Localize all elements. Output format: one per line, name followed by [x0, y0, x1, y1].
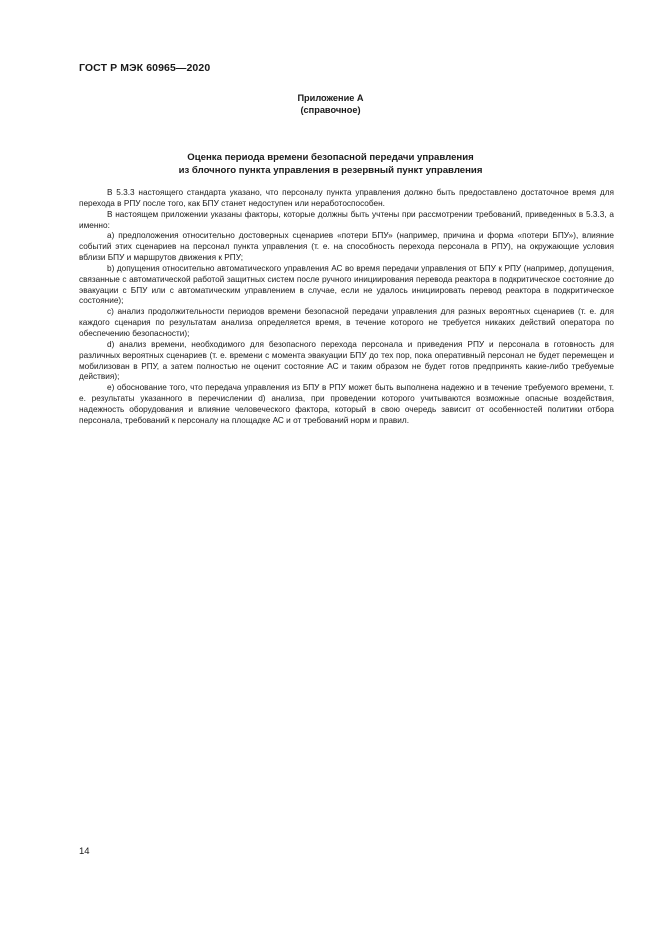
- body-text: [79, 188, 614, 427]
- document-title-line-2: из блочного пункта управления в резервный пункт управления: [178, 164, 483, 176]
- list-item-a: a) предположения относительно достоверных сценариев «потери БПУ» (например, причина и форма «потери БПУ»), влияние событий этих сценариев на персонал пункта управления (т. е. на способность перехода персонала в РПУ), на окружающие условия вблизи БПУ и маршрутов движения к РПУ;: [79, 231, 614, 263]
- list-item-e: e) обоснование того, что передача управления из БПУ в РПУ может быть выполнена надежно и в течение требуемого времени, т. е. результаты указанного в перечислении d) анализа, при проведении которого учитываются возможные опасные воздействия, надежность оборудования и влияние человеческого фактора, который в свою очередь зависит от особенностей политики отбора персонала, требований к персоналу на площадке АС и от требований норм и правил.: [79, 383, 614, 425]
- standard-code-header: ГОСТ Р МЭК 60965—2020: [79, 62, 211, 74]
- appendix-type: (справочное): [300, 105, 361, 115]
- list-item-c: c) анализ продолжительности периодов времени безопасной передачи управления для разных вероятных сценариев (т. е. для каждого сценария по результатам анализа определяется время, в течение которого не требуется никаких действий оператора по обеспечению безопасности);: [79, 307, 614, 338]
- list-item-d: d) анализ времени, необходимого для безопасного перехода персонала и приведения РПУ и персонала в готовность для различных вероятных сценариев (т. е. времени с момента эвакуации БПУ до тех пор, пока оперативный персонал не будет перемещен и мобилизован в РПУ, а затем полностью не оценит состояние АС и таким образом не будет готов предпринять какие-либо требуемые действия);: [79, 339, 614, 382]
- appendix-label: Приложение А: [297, 93, 364, 103]
- document-title-line-1: Оценка периода времени безопасной передачи управления: [187, 152, 474, 163]
- paragraph-factors: В настоящем приложении указаны факторы, которые должны быть учтены при рассмотрении требований, приведенных в 5.3.3, а именно:: [79, 209, 614, 230]
- page-number: 14: [79, 846, 90, 857]
- paragraph-intro: В 5.3.3 настоящего стандарта указано, что персоналу пункта управления должно быть предоставлено достаточное время для перехода в РПУ после того, как БПУ станет недоступен или неработоспособен.: [79, 188, 614, 208]
- document-title: [0, 152, 661, 177]
- list-item-b: b) допущения относительно автоматического управления АС во время передачи управления от БПУ к РПУ (например, допущения, связанные с автоматической работой защитных систем после ручного инициирования перевода реактора в подкритическое состояние до эвакуации с БПУ или с автоматическим управлением в случае, если не удалось инициировать перевод реактора в подкритическое состояние);: [79, 263, 614, 306]
- appendix-heading: [0, 92, 661, 116]
